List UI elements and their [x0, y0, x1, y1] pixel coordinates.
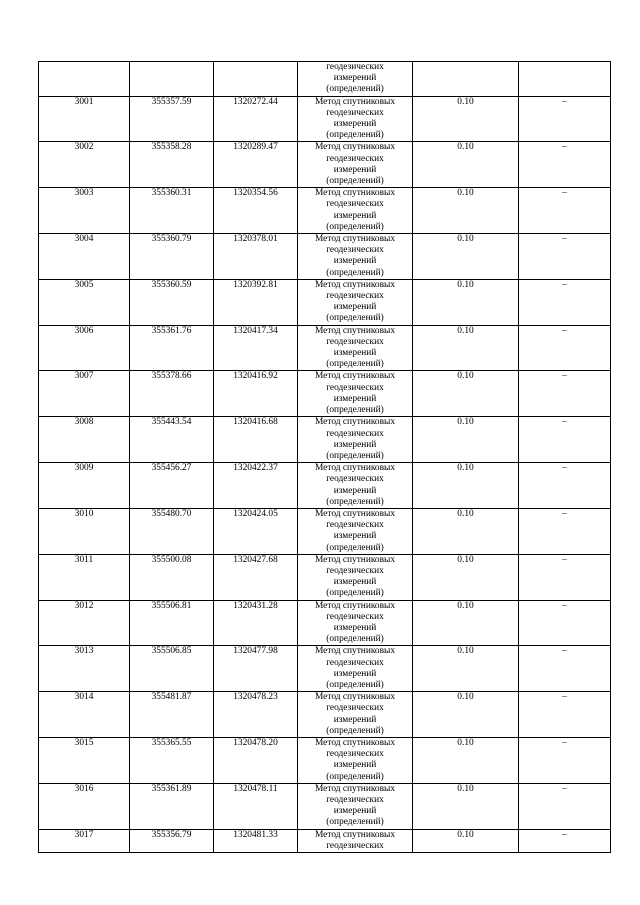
method-cell: [298, 371, 413, 417]
method-line: Метод спутниковых: [314, 279, 396, 290]
method-line: Метод спутниковых: [314, 142, 396, 153]
y-coordinate-cell: 1320431.28: [214, 600, 298, 646]
x-coordinate-cell: 355378.66: [130, 371, 214, 417]
table-row: [39, 417, 611, 463]
method-line: измерений: [333, 439, 377, 450]
method-line: (определений): [326, 313, 384, 324]
method-line: измерений: [333, 73, 377, 84]
method-line: геодезических: [326, 199, 384, 210]
method-line: (определений): [326, 496, 384, 507]
note-cell: –: [519, 600, 611, 646]
accuracy-cell: 0.10: [413, 783, 519, 829]
table-row: [39, 737, 611, 783]
note-cell: –: [519, 234, 611, 280]
accuracy-cell: 0.10: [413, 279, 519, 325]
method-cell: [298, 646, 413, 692]
method-line: геодезических: [326, 153, 384, 164]
method-line: геодезических: [326, 291, 384, 302]
point-number-cell: [39, 62, 130, 97]
note-cell: –: [519, 829, 611, 852]
accuracy-cell: 0.10: [413, 463, 519, 509]
point-number-cell: 3007: [39, 371, 130, 417]
note-cell: –: [519, 737, 611, 783]
table-row: [39, 96, 611, 142]
accuracy-cell: 0.10: [413, 142, 519, 188]
table-row: [39, 646, 611, 692]
method-line: геодезических: [326, 611, 384, 622]
method-line: (определений): [326, 267, 384, 278]
method-line: измерений: [333, 210, 377, 221]
method-cell: [298, 463, 413, 509]
method-line: Метод спутниковых: [314, 325, 396, 336]
method-line: (определений): [326, 679, 384, 690]
accuracy-cell: 0.10: [413, 554, 519, 600]
y-coordinate-cell: 1320354.56: [214, 188, 298, 234]
method-line: измерений: [333, 302, 377, 313]
note-cell: –: [519, 783, 611, 829]
y-coordinate-cell: 1320478.20: [214, 737, 298, 783]
table-row: [39, 325, 611, 371]
method-line: геодезических: [326, 749, 384, 760]
method-line: измерений: [333, 164, 377, 175]
x-coordinate-cell: 355456.27: [130, 463, 214, 509]
note-cell: –: [519, 646, 611, 692]
method-line: (определений): [326, 771, 384, 782]
accuracy-cell: 0.10: [413, 646, 519, 692]
table-row: [39, 142, 611, 188]
y-coordinate-cell: 1320416.68: [214, 417, 298, 463]
method-line: (определений): [326, 221, 384, 232]
method-line: геодезических: [326, 520, 384, 531]
method-cell: [298, 417, 413, 463]
x-coordinate-cell: 355481.87: [130, 692, 214, 738]
point-number-cell: 3008: [39, 417, 130, 463]
point-number-cell: 3001: [39, 96, 130, 142]
table-row: [39, 234, 611, 280]
method-line: Метод спутниковых: [314, 417, 396, 428]
method-line: геодезических: [326, 474, 384, 485]
accuracy-cell: 0.10: [413, 96, 519, 142]
note-cell: –: [519, 463, 611, 509]
y-coordinate-cell: 1320378.01: [214, 234, 298, 280]
y-coordinate-cell: 1320416.92: [214, 371, 298, 417]
x-coordinate-cell: 355500.08: [130, 554, 214, 600]
note-cell: –: [519, 325, 611, 371]
method-line: (определений): [326, 634, 384, 645]
x-coordinate-cell: 355358.28: [130, 142, 214, 188]
accuracy-cell: 0.10: [413, 325, 519, 371]
accuracy-cell: 0.10: [413, 188, 519, 234]
method-line: (определений): [326, 588, 384, 599]
y-coordinate-cell: 1320478.11: [214, 783, 298, 829]
accuracy-cell: 0.10: [413, 234, 519, 280]
note-cell: –: [519, 417, 611, 463]
note-cell: –: [519, 692, 611, 738]
method-cell: [298, 96, 413, 142]
method-line: Метод спутниковых: [314, 371, 396, 382]
y-coordinate-cell: 1320422.37: [214, 463, 298, 509]
method-line: измерений: [333, 119, 377, 130]
method-line: Метод спутниковых: [314, 508, 396, 519]
method-line: измерений: [333, 531, 377, 542]
table-row: [39, 829, 611, 852]
method-cell: [298, 508, 413, 554]
x-coordinate-cell: 355360.59: [130, 279, 214, 325]
method-line: (определений): [326, 450, 384, 461]
method-line: (определений): [326, 542, 384, 553]
table-row: [39, 463, 611, 509]
method-line: геодезических: [326, 840, 384, 851]
accuracy-cell: 0.10: [413, 829, 519, 852]
point-number-cell: 3013: [39, 646, 130, 692]
table-row: [39, 508, 611, 554]
method-line: Метод спутниковых: [314, 554, 396, 565]
method-line: Метод спутниковых: [314, 96, 396, 107]
method-line: (определений): [326, 84, 384, 95]
x-coordinate-cell: 355361.89: [130, 783, 214, 829]
table-row: [39, 692, 611, 738]
y-coordinate-cell: 1320481.33: [214, 829, 298, 852]
method-cell: [298, 142, 413, 188]
x-coordinate-cell: [130, 62, 214, 97]
method-line: Метод спутниковых: [314, 829, 396, 840]
table-row: [39, 279, 611, 325]
method-line: (определений): [326, 817, 384, 828]
y-coordinate-cell: 1320272.44: [214, 96, 298, 142]
method-line: измерений: [333, 348, 377, 359]
point-number-cell: 3015: [39, 737, 130, 783]
note-cell: –: [519, 279, 611, 325]
table-row: [39, 188, 611, 234]
accuracy-cell: 0.10: [413, 692, 519, 738]
point-number-cell: 3017: [39, 829, 130, 852]
y-coordinate-cell: 1320392.81: [214, 279, 298, 325]
method-line: измерений: [333, 668, 377, 679]
note-cell: –: [519, 188, 611, 234]
y-coordinate-cell: 1320477.98: [214, 646, 298, 692]
method-line: измерений: [333, 485, 377, 496]
point-number-cell: 3014: [39, 692, 130, 738]
method-line: Метод спутниковых: [314, 188, 396, 199]
method-cell: [298, 234, 413, 280]
table-row: [39, 600, 611, 646]
table-row-continuation: [39, 62, 611, 97]
method-line: Метод спутниковых: [314, 600, 396, 611]
y-coordinate-cell: 1320478.23: [214, 692, 298, 738]
method-line: измерений: [333, 806, 377, 817]
method-line: геодезических: [326, 703, 384, 714]
accuracy-cell: [413, 62, 519, 97]
method-line: измерений: [333, 256, 377, 267]
method-line: (определений): [326, 176, 384, 187]
point-number-cell: 3006: [39, 325, 130, 371]
note-cell: –: [519, 371, 611, 417]
x-coordinate-cell: 355506.81: [130, 600, 214, 646]
method-cell: [298, 188, 413, 234]
x-coordinate-cell: 355506.85: [130, 646, 214, 692]
method-cell: [298, 279, 413, 325]
x-coordinate-cell: 355360.31: [130, 188, 214, 234]
method-line: (определений): [326, 405, 384, 416]
x-coordinate-cell: 355356.79: [130, 829, 214, 852]
point-number-cell: 3010: [39, 508, 130, 554]
method-line: Метод спутниковых: [314, 737, 396, 748]
method-line: измерений: [333, 577, 377, 588]
method-line: геодезических: [326, 245, 384, 256]
point-number-cell: 3004: [39, 234, 130, 280]
method-line: измерений: [333, 622, 377, 633]
coordinates-table-body: [39, 62, 611, 853]
note-cell: –: [519, 142, 611, 188]
method-line: Метод спутниковых: [314, 783, 396, 794]
method-line: Метод спутниковых: [314, 463, 396, 474]
method-line: геодезических: [326, 382, 384, 393]
point-number-cell: 3011: [39, 554, 130, 600]
method-cell: [298, 692, 413, 738]
method-cell: [298, 62, 413, 97]
y-coordinate-cell: 1320417.34: [214, 325, 298, 371]
note-cell: –: [519, 554, 611, 600]
accuracy-cell: 0.10: [413, 600, 519, 646]
x-coordinate-cell: 355365.55: [130, 737, 214, 783]
method-line: Метод спутниковых: [314, 646, 396, 657]
method-line: (определений): [326, 130, 384, 141]
method-cell: [298, 325, 413, 371]
coordinates-table: [38, 61, 611, 853]
x-coordinate-cell: 355357.59: [130, 96, 214, 142]
y-coordinate-cell: 1320424.05: [214, 508, 298, 554]
method-line: геодезических: [326, 336, 384, 347]
point-number-cell: 3002: [39, 142, 130, 188]
y-coordinate-cell: 1320427.68: [214, 554, 298, 600]
method-line: измерений: [333, 760, 377, 771]
x-coordinate-cell: 355480.70: [130, 508, 214, 554]
method-cell: [298, 783, 413, 829]
method-line: геодезических: [326, 795, 384, 805]
method-line: геодезических: [326, 428, 384, 439]
method-line: (определений): [326, 725, 384, 736]
method-cell: [298, 554, 413, 600]
method-line: измерений: [333, 393, 377, 404]
method-line: измерений: [333, 714, 377, 725]
method-line: (определений): [326, 359, 384, 370]
x-coordinate-cell: 355443.54: [130, 417, 214, 463]
method-line: Метод спутниковых: [314, 692, 396, 703]
method-cell: [298, 600, 413, 646]
note-cell: –: [519, 96, 611, 142]
y-coordinate-cell: [214, 62, 298, 97]
table-row: [39, 783, 611, 829]
method-line: геодезических: [326, 62, 384, 72]
point-number-cell: 3009: [39, 463, 130, 509]
point-number-cell: 3003: [39, 188, 130, 234]
accuracy-cell: 0.10: [413, 371, 519, 417]
x-coordinate-cell: 355361.76: [130, 325, 214, 371]
accuracy-cell: 0.10: [413, 737, 519, 783]
method-line: геодезических: [326, 565, 384, 576]
y-coordinate-cell: 1320289.47: [214, 142, 298, 188]
note-cell: [519, 62, 611, 97]
x-coordinate-cell: 355360.79: [130, 234, 214, 280]
point-number-cell: 3016: [39, 783, 130, 829]
table-row: [39, 554, 611, 600]
point-number-cell: 3012: [39, 600, 130, 646]
method-cell: [298, 737, 413, 783]
method-line: геодезических: [326, 657, 384, 668]
note-cell: –: [519, 508, 611, 554]
point-number-cell: 3005: [39, 279, 130, 325]
method-line: Метод спутниковых: [314, 234, 396, 245]
method-cell: [298, 829, 413, 852]
accuracy-cell: 0.10: [413, 417, 519, 463]
table-row: [39, 371, 611, 417]
accuracy-cell: 0.10: [413, 508, 519, 554]
method-line: геодезических: [326, 107, 384, 118]
